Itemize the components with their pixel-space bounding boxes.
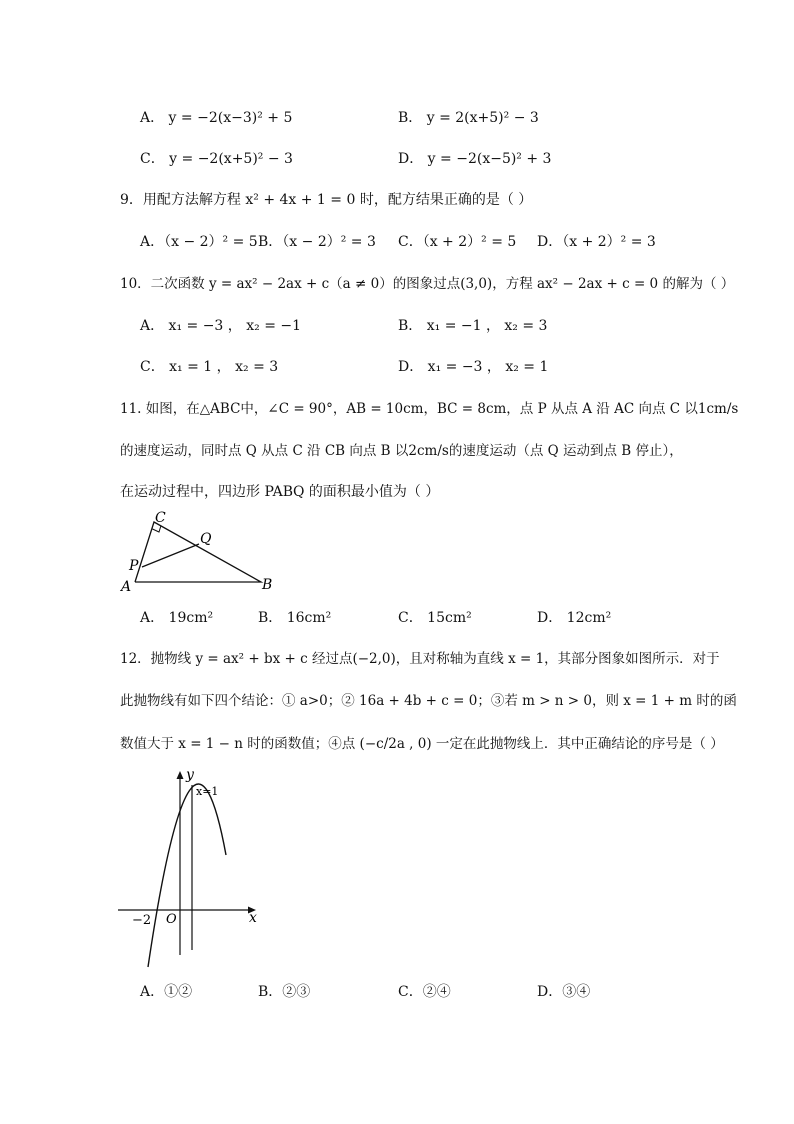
q11-option-a: A． 19cm² [140,610,214,626]
segment-pq [142,544,199,567]
q9-option-a: A．（x − 2）² = 5 [140,234,258,250]
q9-option-b: B．（x − 2）² = 3 [258,234,376,250]
parabola-curve [148,784,226,967]
q8-option-c: C． y = −2(x+5)² − 3 [140,151,293,167]
q12-line-3: 数值大于 x = 1 − n 时的函数值；④点 (−c/2a , 0) 一定在此抛物线上．其中正确结论的序号是（ ） [120,736,724,752]
q12-option-c: C．②④ [398,984,451,1000]
label-c: C [155,510,166,526]
q12-option-b: B．②③ [258,984,311,1000]
q8-option-d: D． y = −2(x−5)² + 3 [398,151,552,167]
q11-option-b: B． 16cm² [258,610,332,626]
label-p: P [129,558,139,574]
q9-option-c: C．（x + 2）² = 5 [398,234,517,250]
q11-line-1: 11. 如图，在△ABC中，∠C = 90°，AB = 10cm，BC = 8cm，点 P 从点 A 沿 AC 向点 C 以1cm/s [120,401,739,417]
q9-option-d: D．（x + 2）² = 3 [537,234,656,250]
q9-stem: 9．用配方法解方程 x² + 4x + 1 = 0 时，配方结果正确的是（ ） [120,192,533,208]
parabola-graph [118,765,268,970]
q11-option-c: C． 15cm² [398,610,472,626]
label-axis-x1: x=1 [196,785,219,798]
q11-line-2: 的速度运动，同时点 Q 从点 C 沿 CB 向点 B 以2cm/s的速度运动（点 Q 运动到点 B 停止）， [120,443,683,459]
triangle-abc [135,522,261,582]
q10-option-b: B． x₁ = −1 ， x₂ = 3 [398,318,548,334]
label-minus-two: −2 [132,913,152,928]
q10-option-a: A． x₁ = −3 ， x₂ = −1 [140,318,302,334]
q11-option-d: D． 12cm² [537,610,612,626]
label-x: x [249,910,257,926]
q12-line-2: 此抛物线有如下四个结论：① a>0；② 16a + 4b + c = 0；③若 m > n > 0，则 x = 1 + m 时的函 [120,693,737,709]
q8-option-b: B． y = 2(x+5)² − 3 [398,110,539,126]
q12-option-a: A．①② [140,984,193,1000]
q12-option-d: D．③④ [537,984,591,1000]
q10-option-d: D． x₁ = −3 ， x₂ = 1 [398,359,549,375]
q11-line-3: 在运动过程中，四边形 PABQ 的面积最小值为（ ） [120,484,440,500]
q12-line-1: 12．抛物线 y = ax² + bx + c 经过点(−2,0)，且对称轴为直线 x = 1，其部分图象如图所示．对于 [120,651,720,667]
right-angle-mark [153,526,162,533]
q8-option-a: A． y = −2(x−3)² + 5 [140,110,293,126]
label-origin: O [166,912,177,927]
label-b: B [262,577,273,593]
label-q: Q [200,531,212,547]
triangle-figure [115,510,275,595]
label-y: y [186,767,194,783]
y-axis-arrow [177,771,184,779]
label-a: A [121,579,132,595]
q10-stem: 10．二次函数 y = ax² − 2ax + c（a ≠ 0）的图象过点(3,0)，方程 ax² − 2ax + c = 0 的解为（ ） [120,276,735,292]
q10-option-c: C． x₁ = 1 ， x₂ = 3 [140,359,279,375]
